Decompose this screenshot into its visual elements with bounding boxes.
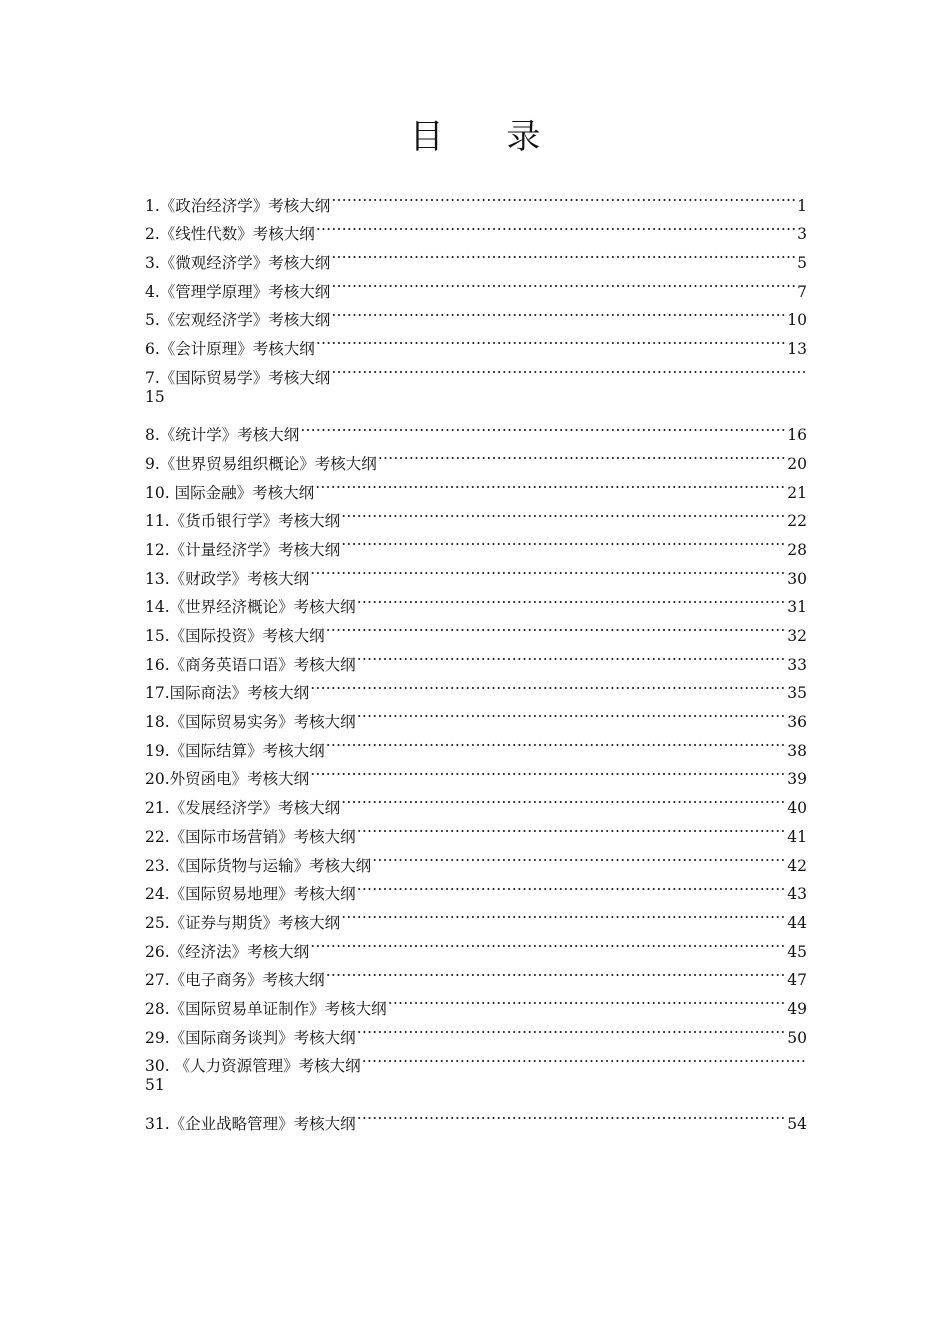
toc-entry[interactable] [145, 182, 807, 215]
toc-leader-dots [331, 239, 796, 268]
toc-entry-page-number: 41 [787, 827, 807, 846]
toc-entry-page-number: 3 [797, 225, 807, 244]
toc-entry[interactable] [145, 1100, 807, 1133]
toc-entry-label: 6.《会计原理》考核大纲 [145, 340, 315, 359]
toc-leader-dots [357, 698, 787, 727]
toc-entry-page-number: 44 [787, 913, 807, 932]
toc-leader-dots [357, 871, 787, 900]
toc-entry-label: 7.《国际贸易学》考核大纲 [145, 368, 331, 387]
toc-entry-page-number: 40 [787, 799, 807, 818]
toc-leader-dots [315, 469, 786, 498]
toc-entry[interactable] [145, 412, 807, 445]
toc-entry-page-number: 45 [787, 942, 807, 961]
toc-entry-label: 27.《电子商务》考核大纲 [145, 971, 325, 990]
toc-leader-dots [378, 440, 786, 469]
toc-leader-dots [388, 985, 787, 1014]
toc-entry-page-number: 15 [145, 387, 165, 406]
toc-entry-page-number: 16 [787, 426, 807, 445]
toc-entry-label: 26.《经济法》考核大纲 [145, 942, 310, 961]
page-title: 目 录 [409, 117, 567, 157]
toc-entry-page-number: 13 [787, 340, 807, 359]
toc-entry-label: 21.《发展经济学》考核大纲 [145, 799, 341, 818]
toc-leader-dots [357, 641, 787, 670]
toc-entry-page-number: 36 [787, 713, 807, 732]
toc-entry-page-number: 33 [787, 655, 807, 674]
toc-leader-dots [331, 268, 796, 297]
toc-entry-page-number: 21 [787, 483, 807, 502]
toc-entry-page-number: 28 [787, 540, 807, 559]
toc-entry-page-number: 38 [787, 741, 807, 760]
toc-entry-label: 8.《统计学》考核大纲 [145, 426, 300, 445]
toc-leader-dots [331, 297, 786, 326]
toc-entry-page-number: 32 [787, 627, 807, 645]
toc-leader-dots [316, 211, 796, 240]
toc-entry-label: 11.《货币银行学》考核大纲 [145, 512, 341, 531]
toc-entry-page-number: 10 [787, 311, 807, 330]
toc-entry-label: 5.《宏观经济学》考核大纲 [145, 311, 331, 330]
toc-leader-dots [300, 412, 786, 441]
toc-entry-label: 31.《企业战略管理》考核大纲 [145, 1114, 356, 1133]
toc-entry-page-number: 54 [787, 1114, 807, 1133]
toc-entry-page-number: 30 [787, 569, 807, 588]
toc-entry-page-number: 47 [787, 971, 807, 990]
toc-leader-dots [362, 1043, 807, 1072]
toc-entry-page-number: 5 [797, 254, 807, 273]
toc-leader-dots [341, 899, 786, 928]
toc-entry-label: 16.《商务英语口语》考核大纲 [145, 655, 356, 674]
toc-entry-label: 3.《微观经济学》考核大纲 [145, 254, 331, 273]
toc-entry-page-number: 35 [787, 684, 807, 703]
toc-leader-dots [372, 842, 786, 871]
toc-entry-label: 1.《政治经济学》考核大纲 [145, 196, 331, 215]
toc-leader-dots [310, 756, 786, 785]
toc-entry-label: 23.《国际货物与运输》考核大纲 [145, 856, 372, 875]
toc-entry-label: 19.《国际结算》考核大纲 [145, 741, 325, 760]
toc-entry-page-number: 31 [787, 598, 807, 617]
toc-entry-label: 13.《财政学》考核大纲 [145, 569, 310, 588]
toc-leader-dots [357, 1100, 787, 1129]
toc-entry-label: 14.《世界经济概论》考核大纲 [145, 598, 356, 617]
toc-entry-page-number: 50 [787, 1028, 807, 1047]
toc-entry-label: 9.《世界贸易组织概论》考核大纲 [145, 454, 377, 473]
toc-leader-dots [357, 1014, 787, 1043]
toc-leader-dots [341, 526, 786, 555]
toc-leader-dots [326, 727, 787, 756]
toc-entry-page-number: 1 [797, 196, 807, 215]
toc-entry-label: 29.《国际商务谈判》考核大纲 [145, 1028, 356, 1047]
toc-entry-label: 20.外贸函电》考核大纲 [145, 770, 310, 789]
toc-entry-label: 17.国际商法》考核大纲 [145, 684, 310, 703]
toc-entry-page-number: 49 [787, 999, 807, 1018]
toc-entry-label: 30. 《人力资源管理》考核大纲 [145, 1057, 361, 1076]
toc-entry-label: 2.《线性代数》考核大纲 [145, 225, 315, 244]
toc-leader-dots [326, 957, 787, 986]
toc-entry-label: 25.《证券与期货》考核大纲 [145, 913, 341, 932]
toc-leader-dots [357, 813, 787, 842]
toc-leader-dots [331, 354, 807, 383]
toc-leader-dots [310, 555, 786, 584]
toc-entry-label: 10. 国际金融》考核大纲 [145, 483, 315, 502]
toc-leader-dots [326, 612, 787, 641]
toc-entry-page-number: 51 [145, 1076, 165, 1095]
toc-entry-page-number: 39 [787, 770, 807, 789]
toc-entry-label: 24.《国际贸易地理》考核大纲 [145, 885, 356, 904]
toc-leader-dots [316, 325, 786, 354]
table-of-contents [145, 182, 807, 1133]
toc-entry-page-number: 43 [787, 885, 807, 904]
toc-leader-dots [310, 928, 786, 957]
toc-entry-page-number: 22 [787, 512, 807, 531]
toc-entry-label: 4.《管理学原理》考核大纲 [145, 282, 331, 301]
toc-leader-dots [331, 182, 796, 211]
toc-leader-dots [341, 498, 786, 527]
toc-entry-page-number: 7 [797, 282, 807, 301]
toc-entry-label: 18.《国际贸易实务》考核大纲 [145, 713, 356, 732]
toc-entry-page-number: 42 [787, 856, 807, 875]
toc-entry-label: 28.《国际贸易单证制作》考核大纲 [145, 999, 387, 1018]
toc-entry-label: 22.《国际市场营销》考核大纲 [145, 827, 356, 846]
toc-entry-label: 15.《国际投资》考核大纲 [145, 627, 325, 645]
toc-leader-dots [357, 584, 787, 613]
toc-leader-dots [341, 784, 786, 813]
toc-entry-page-number: 20 [787, 454, 807, 473]
toc-leader-dots [310, 670, 786, 699]
toc-entry-label: 12.《计量经济学》考核大纲 [145, 540, 341, 559]
